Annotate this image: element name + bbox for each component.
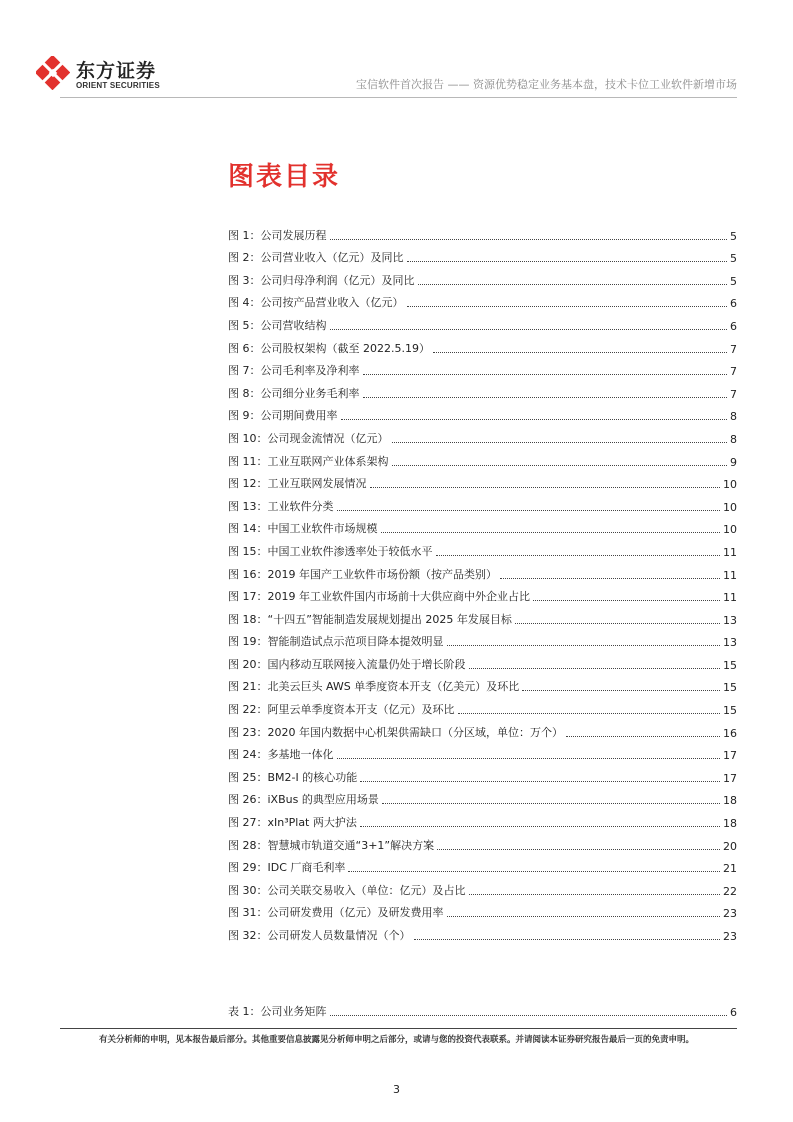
toc-entry[interactable] (228, 719, 737, 742)
toc-entry-page: 23 (723, 930, 737, 943)
toc-entry-label: 图 26：iXBus 的典型应用场景 (228, 793, 379, 807)
toc-entry[interactable] (228, 516, 737, 539)
toc-entry-label: 图 19：智能制造试点示范项目降本提效明显 (228, 635, 444, 649)
toc-entry[interactable] (228, 245, 737, 268)
toc-entry-page: 10 (723, 478, 737, 492)
toc-entry-label: 图 14：中国工业软件市场规模 (228, 522, 378, 536)
toc-entry-label: 图 6：公司股权架构（截至 2022.5.19） (228, 341, 430, 355)
footer-divider (60, 1028, 737, 1029)
toc-dot-leader (337, 758, 721, 759)
toc-entry[interactable] (228, 809, 737, 832)
toc-entry-page: 20 (723, 839, 737, 853)
toc-entry[interactable] (228, 538, 737, 561)
orient-securities-logo-icon (36, 56, 70, 90)
header-divider (60, 97, 737, 98)
toc-entry[interactable] (228, 471, 737, 494)
toc-entry-page: 10 (723, 523, 737, 537)
report-title: 宝信软件首次报告 —— 资源优势稳定业务基本盘，技术卡位工业软件新增市场 (356, 78, 737, 91)
toc-title: 图表目录 (228, 162, 341, 192)
toc-dot-leader (407, 261, 728, 262)
toc-entry[interactable] (228, 696, 737, 719)
toc-entry[interactable] (228, 855, 737, 878)
toc-dot-leader (437, 849, 720, 850)
brand-name-cn: 东方证券 (76, 60, 157, 82)
toc-dot-leader (392, 465, 728, 466)
toc-entry-label: 图 29：IDC 厂商毛利率 (228, 861, 346, 875)
toc-entry[interactable] (228, 674, 737, 697)
toc-entry-label: 图 2：公司营业收入（亿元）及同比 (228, 251, 404, 265)
toc-entry-page: 5 (730, 274, 737, 288)
toc-entry-label: 表 1：公司业务矩阵 (228, 1004, 327, 1018)
toc-dot-leader (348, 871, 720, 872)
toc-entry-page: 18 (723, 794, 737, 808)
toc-dot-leader (433, 352, 727, 353)
toc-entry-page: 13 (723, 613, 737, 627)
toc-entry-page: 7 (730, 342, 737, 356)
toc-entry[interactable] (228, 448, 737, 471)
toc-dot-leader (447, 916, 721, 917)
toc-entry-page: 17 (723, 749, 737, 763)
toc-entry[interactable] (228, 222, 737, 245)
toc-entry-label: 图 30：公司关联交易收入（单位：亿元）及占比 (228, 883, 466, 897)
toc-entry-label: 图 17：2019 年工业软件国内市场前十大供应商中外企业占比 (228, 590, 530, 604)
toc-entry-page: 15 (723, 704, 737, 718)
toc-dot-leader (360, 781, 720, 782)
toc-entry-label: 图 15：中国工业软件渗透率处于较低水平 (228, 544, 433, 558)
toc-entry[interactable] (228, 403, 737, 426)
disclaimer-text: 有关分析师的申明，见本报告最后部分。其他重要信息披露见分析师申明之后部分，或请与您的投资代表联系。并请阅读本证券研究报告最后一页的免责申明。 (98, 1035, 694, 1045)
toc-entry[interactable] (228, 922, 737, 945)
toc-dot-leader (330, 1015, 728, 1016)
table-list (228, 998, 737, 1021)
toc-dot-leader (360, 826, 720, 827)
toc-entry-label: 图 24：多基地一体化 (228, 748, 334, 762)
toc-entry-page: 15 (723, 681, 737, 695)
toc-dot-leader (407, 306, 728, 307)
toc-dot-leader (522, 690, 720, 691)
toc-entry-label: 图 28：智慧城市轨道交通“3+1”解决方案 (228, 838, 435, 852)
toc-entry-label: 图 22：阿里云单季度资本开支（亿元）及环比 (228, 703, 455, 717)
toc-entry-page: 5 (730, 252, 737, 266)
toc-entry-page: 22 (723, 884, 737, 898)
toc-entry-page: 6 (730, 297, 737, 311)
toc-entry-label: 图 11：工业互联网产业体系架构 (228, 454, 389, 468)
brand-logo (36, 54, 176, 94)
toc-entry-page: 11 (723, 545, 737, 559)
toc-entry-label: 图 1：公司发展历程 (228, 228, 327, 242)
toc-entry-page: 6 (730, 1005, 737, 1019)
toc-entry-label: 图 25：BM2-I 的核心功能 (228, 770, 358, 784)
toc-dot-leader (447, 645, 721, 646)
toc-dot-leader (363, 397, 728, 398)
toc-entry-label: 图 21：北美云巨头 AWS 单季度资本开支（亿美元）及环比 (228, 680, 520, 694)
toc-entry-label: 图 13：工业软件分类 (228, 499, 334, 513)
toc-entry[interactable] (228, 425, 737, 448)
toc-entry-page: 11 (723, 568, 737, 582)
toc-dot-leader (515, 623, 720, 624)
toc-entry-page: 9 (730, 455, 737, 469)
toc-entry-page: 5 (730, 229, 737, 243)
toc-dot-leader (414, 939, 721, 940)
toc-entry-label: 图 3：公司归母净利润（亿元）及同比 (228, 273, 415, 287)
toc-dot-leader (341, 419, 728, 420)
toc-dot-leader (469, 668, 721, 669)
toc-entry-label: 图 12：工业互联网发展情况 (228, 477, 367, 491)
toc-entry-label: 图 7：公司毛利率及净利率 (228, 364, 360, 378)
toc-dot-leader (337, 510, 721, 511)
toc-entry-label: 图 20：国内移动互联网接入流量仍处于增长阶段 (228, 657, 466, 671)
toc-entry-page: 11 (723, 591, 737, 605)
toc-entry-page: 16 (723, 726, 737, 740)
toc-entry[interactable] (228, 764, 737, 787)
toc-entry-label: 图 23：2020 年国内数据中心机架供需缺口（分区域，单位：万个） (228, 725, 563, 739)
toc-entry[interactable] (228, 561, 737, 584)
toc-dot-leader (392, 442, 728, 443)
toc-entry-label: 图 18：“十四五”智能制造发展规划提出 2025 年发展目标 (228, 612, 512, 626)
toc-entry-page: 23 (723, 907, 737, 921)
toc-entry[interactable] (228, 832, 737, 855)
toc-dot-leader (330, 239, 728, 240)
toc-entry[interactable] (228, 998, 737, 1021)
toc-entry[interactable] (228, 358, 737, 381)
toc-entry-label: 图 27：xIn³Plat 两大护法 (228, 816, 357, 830)
toc-dot-leader (330, 329, 728, 330)
toc-dot-leader (533, 600, 720, 601)
page-number: 3 (393, 1083, 400, 1096)
brand-name-en: ORIENT SECURITIES (76, 81, 160, 90)
toc-entry-page: 6 (730, 319, 737, 333)
toc-entry-page: 13 (723, 636, 737, 650)
toc-entry-page: 8 (730, 410, 737, 424)
toc-entry-label: 图 4：公司按产品营业收入（亿元） (228, 296, 404, 310)
toc-entry-label: 图 31：公司研发费用（亿元）及研发费用率 (228, 906, 444, 920)
toc-entry-label: 图 16：2019 年国产工业软件市场份额（按产品类别） (228, 567, 497, 581)
toc-entry-page: 18 (723, 817, 737, 831)
toc-dot-leader (370, 487, 721, 488)
toc-dot-leader (381, 532, 721, 533)
toc-entry[interactable] (228, 900, 737, 923)
toc-entry[interactable] (228, 335, 737, 358)
toc-dot-leader (500, 578, 720, 579)
toc-dot-leader (436, 555, 721, 556)
toc-entry[interactable] (228, 742, 737, 765)
toc-dot-leader (363, 374, 728, 375)
toc-entry-label: 图 9：公司期间费用率 (228, 409, 338, 423)
toc-entry-page: 10 (723, 500, 737, 514)
toc-entry[interactable] (228, 629, 737, 652)
toc-entry-label: 图 5：公司营收结构 (228, 318, 327, 332)
toc-entry[interactable] (228, 290, 737, 313)
toc-entry-label: 图 10：公司现金流情况（亿元） (228, 431, 389, 445)
toc-entry[interactable] (228, 493, 737, 516)
toc-entry[interactable] (228, 787, 737, 810)
toc-entry-page: 8 (730, 432, 737, 446)
toc-entry-label: 图 32：公司研发人员数量情况（个） (228, 929, 411, 942)
toc-dot-leader (458, 713, 721, 714)
toc-entry-page: 7 (730, 365, 737, 379)
toc-entry-label: 图 8：公司细分业务毛利率 (228, 386, 360, 400)
toc-entry[interactable] (228, 267, 737, 290)
toc-entry-page: 17 (723, 771, 737, 785)
figure-list (228, 222, 737, 945)
toc-entry-page: 15 (723, 658, 737, 672)
toc-entry[interactable] (228, 606, 737, 629)
toc-dot-leader (566, 736, 720, 737)
toc-dot-leader (382, 803, 720, 804)
toc-entry-page: 21 (723, 862, 737, 876)
toc-entry-page: 7 (730, 387, 737, 401)
toc-entry[interactable] (228, 651, 737, 674)
toc-entry[interactable] (228, 380, 737, 403)
toc-entry[interactable] (228, 584, 737, 607)
toc-entry[interactable] (228, 877, 737, 900)
toc-entry[interactable] (228, 312, 737, 335)
toc-dot-leader (418, 284, 728, 285)
toc-dot-leader (469, 894, 721, 895)
